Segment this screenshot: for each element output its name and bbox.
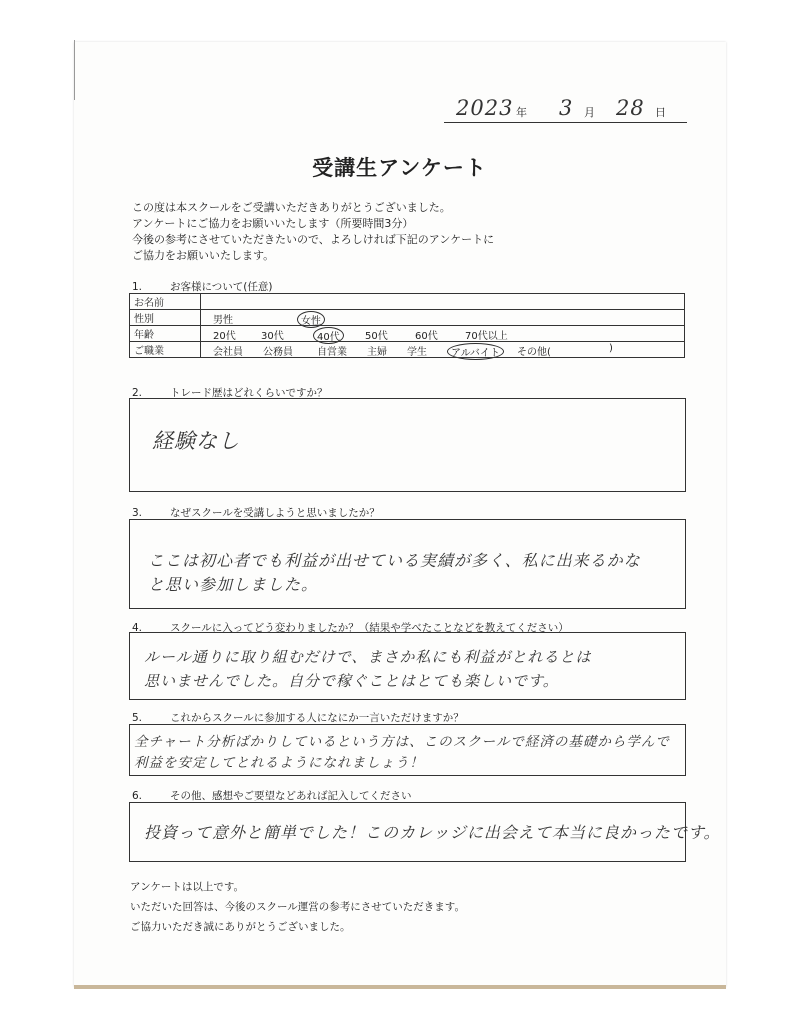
job-option[interactable]: 自営業	[317, 347, 347, 358]
intro-line: ご協力をお願いいたします。	[132, 249, 275, 262]
section-title: スクールに入ってどう変わりましたか？（結果や学べたことなどを教えてください）	[170, 622, 569, 634]
section-number: 6.	[132, 790, 143, 802]
age-option[interactable]: 30代	[261, 331, 284, 342]
age-options	[201, 326, 685, 342]
section-number: 4.	[132, 622, 143, 634]
gender-option-selected[interactable]: 女性	[297, 311, 325, 328]
intro-text	[132, 200, 494, 264]
table-edge	[74, 985, 726, 989]
date-month-unit: 月	[584, 107, 595, 119]
section-title: お客様について(任意)	[170, 281, 273, 293]
date-day: 28	[616, 96, 645, 120]
date-month: 3	[559, 96, 574, 120]
gender-options	[201, 310, 685, 326]
age-label: 年齢	[130, 326, 201, 342]
date-day-unit: 日	[655, 107, 666, 119]
job-options	[201, 342, 685, 358]
job-option[interactable]: 公務員	[263, 347, 293, 358]
handwritten-answer: ここは初心者でも利益が出せている実績が多く、私に出来るかな	[148, 551, 641, 570]
handwritten-answer: 全チャート分析ばかりしているという方は、このスクールで経済の基礎から学んで	[134, 734, 670, 750]
intro-line: この度は本スクールをご受講いただきありがとうございました。	[132, 201, 451, 214]
customer-info-table	[129, 293, 685, 358]
section-number: 5.	[132, 712, 143, 724]
closing-line: ご協力いただき誠にありがとうございました。	[130, 921, 351, 933]
closing-line: アンケートは以上です。	[130, 881, 245, 893]
page-title: 受講生アンケート	[312, 156, 487, 180]
section-6-heading	[132, 788, 412, 803]
intro-line: アンケートにご協力をお願いいたします（所要時間3分）	[132, 217, 414, 230]
answer-box-4[interactable]	[129, 632, 686, 700]
answer-box-2[interactable]	[129, 398, 686, 492]
job-option-other-close: )	[609, 343, 613, 354]
age-option[interactable]: 50代	[365, 331, 388, 342]
answer-box-3[interactable]	[129, 519, 686, 609]
job-option[interactable]: 会社員	[213, 347, 243, 358]
handwritten-answer: ルール通りに取り組むだけで、まさか私にも利益がとれるとは	[144, 648, 592, 666]
gender-label: 性別	[130, 310, 201, 326]
sheet-edge	[74, 40, 75, 100]
job-option[interactable]: 主婦	[367, 347, 387, 358]
section-number: 3.	[132, 507, 143, 519]
section-5-heading	[132, 710, 464, 725]
date-year: 2023	[456, 96, 514, 120]
age-option[interactable]: 20代	[213, 331, 236, 342]
section-title: なぜスクールを受講しようと思いましたか？	[170, 507, 380, 519]
section-title: これからスクールに参加する人になにか一言いただけますか？	[170, 712, 464, 724]
age-option[interactable]: 70代以上	[465, 331, 508, 342]
gender-option[interactable]: 男性	[213, 315, 233, 326]
date-line	[444, 98, 687, 123]
date-year-unit: 年	[516, 107, 527, 119]
section-1-heading	[132, 279, 272, 294]
job-option-other[interactable]: その他(	[517, 347, 551, 358]
job-label: ご職業	[130, 342, 201, 358]
section-3-heading	[132, 505, 380, 520]
section-number: 1.	[132, 281, 143, 293]
intro-line: 今後の参考にさせていただきたいので、よろしければ下記のアンケートに	[132, 233, 495, 246]
name-field[interactable]	[201, 294, 685, 310]
name-label: お名前	[130, 294, 201, 310]
answer-box-5[interactable]	[129, 724, 686, 776]
age-option-selected[interactable]: 40代	[313, 327, 344, 344]
handwritten-answer: 投資って意外と簡単でした！このカレッジに出会えて本当に良かったです。	[144, 823, 721, 842]
section-number: 2.	[132, 387, 143, 399]
answer-box-6[interactable]	[129, 802, 721, 862]
closing-text	[130, 877, 465, 937]
handwritten-answer: 利益を安定してとれるようになれましょう！	[134, 755, 424, 771]
section-title: トレード歴はどれくらいですか？	[170, 387, 328, 399]
closing-line: いただいた回答は、今後のスクール運営の参考にさせていただきます。	[130, 901, 465, 913]
section-title: その他、感想やご要望などあれば記入してください	[170, 790, 412, 802]
age-option[interactable]: 60代	[415, 331, 438, 342]
handwritten-answer: と思い参加しました。	[148, 575, 319, 594]
handwritten-answer: 経験なし	[152, 429, 240, 453]
job-option[interactable]: 学生	[407, 347, 427, 358]
handwritten-answer: 思いませんでした。自分で稼ぐことはとても楽しいです。	[144, 672, 559, 690]
job-option-selected[interactable]: アルバイト	[447, 343, 504, 360]
